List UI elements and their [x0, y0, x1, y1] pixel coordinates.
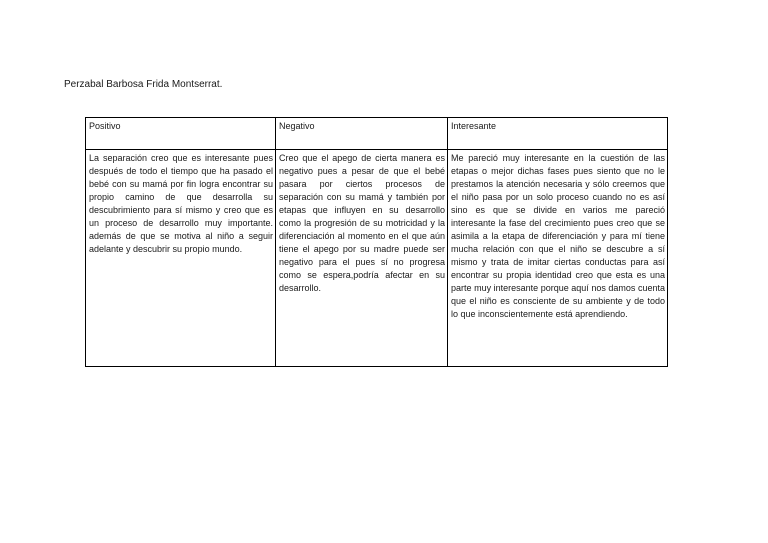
- header-positivo: Positivo: [86, 118, 276, 150]
- table-row: [86, 150, 668, 367]
- header-negativo: Negativo: [276, 118, 448, 150]
- cell-interesante: Me pareció muy interesante en la cuestión de las etapas o mejor dichas fases pues siento que no le prestamos la atención necesaria y sólo creemos que el niño pasa por un solo proceso cuando no es así sino es que se divide en varios me pareció interesante la fase del crecimiento pues creo que se asimila a la etapa de diferenciación y para mí tiene mucha relación con que el niño se descubre a sí mismo y trata de imitar ciertas conductas para así encontrar su propia identidad creo que esta es una parte muy interesante porque aquí nos damos cuenta que el niño es consciente de su ambiente y de todo lo que inconscientemente está aprendiendo.: [448, 150, 668, 367]
- cell-negativo: Creo que el apego de cierta manera es negativo pues a pesar de que el bebé pasara por ciertos procesos de separación con su mamá y también por etapas que influyen en su desarrollo como la progresión de su motricidad y la diferenciación al momento en el que aún tiene el apego por su madre puede ser negativo para el pues sí no progresa como se espera,podría afectar en su desarrollo.: [276, 150, 448, 367]
- header-interesante: Interesante: [448, 118, 668, 150]
- pni-table: [85, 117, 668, 367]
- author-name: Perzabal Barbosa Frida Montserrat.: [64, 79, 223, 90]
- table-header-row: [86, 118, 668, 150]
- cell-positivo: La separación creo que es interesante pues después de todo el tiempo que ha pasado el bebé con su mamá por fin logra encontrar su propio camino de que desarrolla su descubrimiento para sí mismo y creo que es un proceso de desarrollo muy importante. además de que se motiva al niño a seguir adelante y descubrir su propio mundo.: [86, 150, 276, 367]
